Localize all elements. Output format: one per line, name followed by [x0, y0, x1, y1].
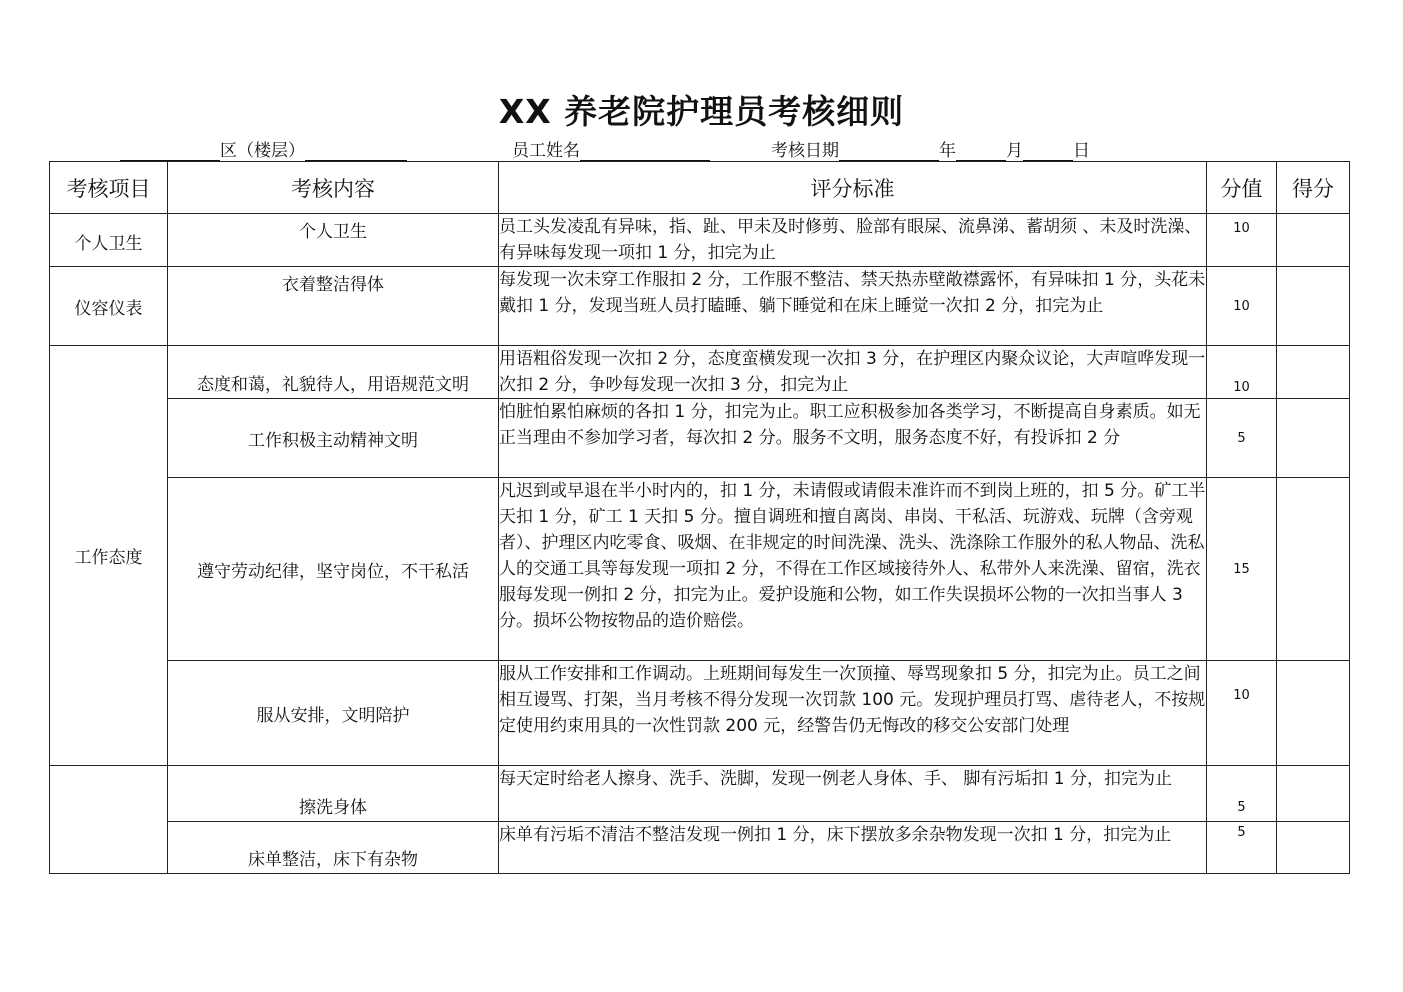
score-cell: 10: [1207, 661, 1277, 766]
year-label: 年: [939, 141, 956, 161]
content-cell: 遵守劳动纪律，坚守岗位，不干私活: [168, 478, 499, 661]
document-title: XX 养老院护理员考核细则: [498, 92, 905, 131]
year-blank[interactable]: [839, 141, 939, 161]
area-label: 区（楼层）: [220, 141, 305, 161]
header-obtained: 得分: [1277, 162, 1350, 214]
standard-cell: 服从工作安排和工作调动。上班期间每发生一次顶撞、辱骂现象扣 5 分，扣完为止。员工之间相互谩骂、打架，当月考核不得分发现一次罚款 100 元。发现护理员打骂、虐待老人，不按规定使用约束用具的一次性罚款 200 元，经警告仍无悔改的移交公安部门处理: [499, 661, 1207, 766]
score-cell: 15: [1207, 478, 1277, 661]
header-score: 分值: [1207, 162, 1277, 214]
obtained-score-cell[interactable]: [1277, 399, 1350, 478]
score-cell: 5: [1207, 822, 1277, 874]
header-row: [50, 162, 1350, 214]
day-label: 日: [1073, 141, 1090, 161]
content-cell: 态度和蔼，礼貌待人，用语规范文明: [168, 346, 499, 399]
header-standard: 评分标准: [499, 162, 1207, 214]
table-row: [50, 346, 1350, 399]
score-cell: 10: [1207, 267, 1277, 346]
standard-cell: 床单有污垢不清洁不整洁发现一例扣 1 分，床下摆放多余杂物发现一次扣 1 分，扣完为止: [499, 822, 1207, 874]
table-row: [50, 399, 1350, 478]
category-cell: 工作态度: [50, 346, 168, 766]
header-content: 考核内容: [168, 162, 499, 214]
table-row: [50, 478, 1350, 661]
score-cell: 5: [1207, 766, 1277, 822]
category-cell: 仪容仪表: [50, 267, 168, 346]
assessment-table: [49, 161, 1350, 874]
table-row: [50, 766, 1350, 822]
header-category: 考核项目: [50, 162, 168, 214]
content-cell: 擦洗身体: [168, 766, 499, 822]
content-cell: 个人卫生: [168, 214, 499, 267]
month-label: 月: [1006, 141, 1023, 161]
employee-label: 员工姓名: [512, 141, 580, 161]
date-label: 考核日期: [771, 141, 839, 161]
table-row: [50, 214, 1350, 267]
month-blank[interactable]: [956, 141, 1006, 161]
obtained-score-cell[interactable]: [1277, 267, 1350, 346]
content-cell: 服从安排，文明陪护: [168, 661, 499, 766]
content-cell: 衣着整洁得体: [168, 267, 499, 346]
category-cell: 个人卫生: [50, 214, 168, 267]
score-cell: 10: [1207, 214, 1277, 267]
table-row: [50, 267, 1350, 346]
date-field[interactable]: [771, 136, 1090, 161]
obtained-score-cell[interactable]: [1277, 661, 1350, 766]
content-cell: 床单整洁，床下有杂物: [168, 822, 499, 874]
standard-cell: 每天定时给老人擦身、洗手、洗脚，发现一例老人身体、手、 脚有污垢扣 1 分，扣完为止: [499, 766, 1207, 822]
obtained-score-cell[interactable]: [1277, 346, 1350, 399]
content-cell: 工作积极主动精神文明: [168, 399, 499, 478]
table-row: [50, 661, 1350, 766]
category-cell: [50, 766, 168, 874]
form-header: [50, 136, 1350, 162]
floor-blank[interactable]: [305, 141, 407, 161]
area-blank[interactable]: [120, 141, 220, 161]
employee-blank[interactable]: [580, 141, 710, 161]
score-cell: 5: [1207, 399, 1277, 478]
standard-cell: 用语粗俗发现一次扣 2 分，态度蛮横发现一次扣 3 分，在护理区内聚众议论，大声喧哗发现一次扣 2 分，争吵每发现一次扣 3 分，扣完为止: [499, 346, 1207, 399]
obtained-score-cell[interactable]: [1277, 214, 1350, 267]
score-cell: 10: [1207, 346, 1277, 399]
table-row: [50, 822, 1350, 874]
day-blank[interactable]: [1023, 141, 1073, 161]
standard-cell: 员工头发凌乱有异味，指、趾、甲未及时修剪、脸部有眼屎、流鼻涕、蓄胡须 、未及时洗澡、有异味每发现一项扣 1 分，扣完为止: [499, 214, 1207, 267]
area-field[interactable]: [120, 136, 407, 161]
employee-field[interactable]: [512, 136, 710, 161]
obtained-score-cell[interactable]: [1277, 478, 1350, 661]
obtained-score-cell[interactable]: [1277, 766, 1350, 822]
standard-cell: 每发现一次未穿工作服扣 2 分，工作服不整洁、禁天热赤壁敞襟露怀，有异味扣 1 分，头花未戴扣 1 分，发现当班人员打瞌睡、躺下睡觉和在床上睡觉一次扣 2 分，扣完为止: [499, 267, 1207, 346]
standard-cell: 凡迟到或早退在半小时内的，扣 1 分，未请假或请假未准许而不到岗上班的，扣 5 分。矿工半天扣 1 分，矿工 1 天扣 5 分。擅自调班和擅自离岗、串岗、干私活、玩游戏、玩牌（含旁观者）、护理区内吃零食、吸烟、在非规定的时间洗澡、洗头、洗涤除工作服外的私人物品、洗私人的交通工具等每发现一项扣 2 分，不得在工作区域接待外人、私带外人来洗澡、留宿，洗衣服每发现一例扣 2 分，扣完为止。爱护设施和公物，如工作失误损坏公物的一次扣当事人 3 分。损坏公物按物品的造价赔偿。: [499, 478, 1207, 661]
obtained-score-cell[interactable]: [1277, 822, 1350, 874]
standard-cell: 怕脏怕累怕麻烦的各扣 1 分，扣完为止。职工应积极参加各类学习，不断提高自身素质。如无正当理由不参加学习者，每次扣 2 分。服务不文明，服务态度不好，有投诉扣 2 分: [499, 399, 1207, 478]
